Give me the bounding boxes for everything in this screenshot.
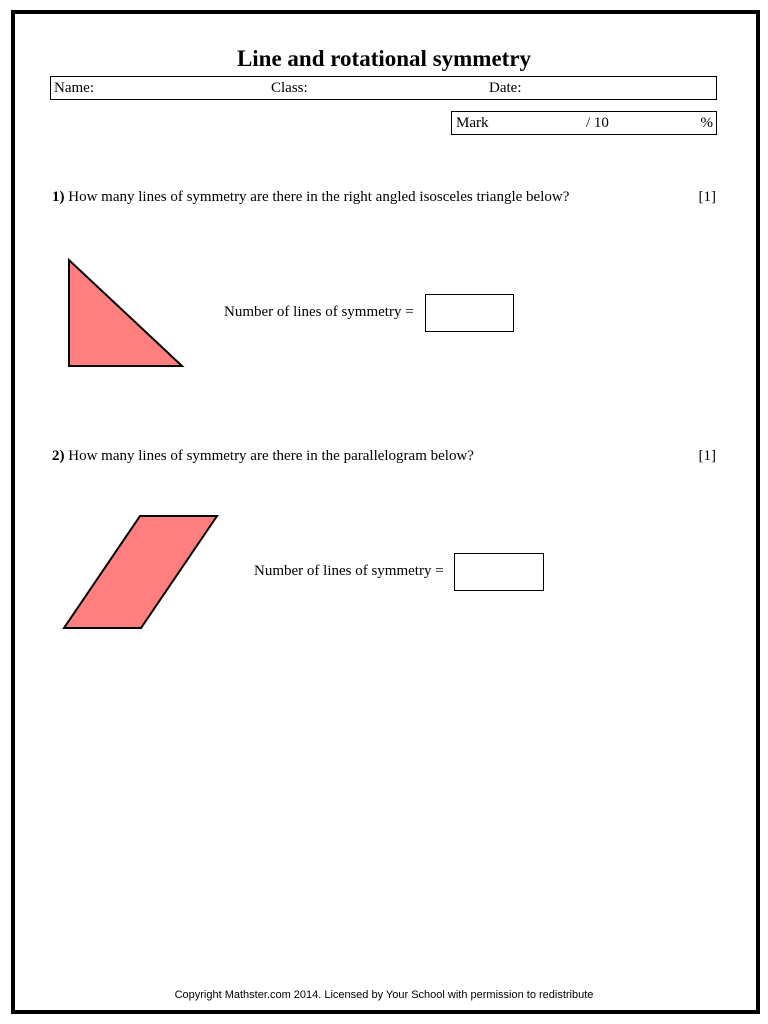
copyright-footer: Copyright Mathster.com 2014. Licensed by Your School with permission to redistribute: [174, 989, 594, 1001]
worksheet-title: Line and rotational symmetry: [236, 46, 532, 71]
name-label: Name:: [54, 80, 94, 96]
question-2-number: 2): [52, 448, 65, 464]
parallelogram-shape: [55, 510, 225, 635]
student-info-box: [50, 76, 717, 100]
parallelogram-polygon: [64, 516, 217, 628]
right-isosceles-triangle-shape: [60, 255, 190, 375]
question-2-marks: [1]: [698, 448, 716, 464]
mark-percent: %: [700, 115, 713, 131]
question-2-answer-box[interactable]: [454, 553, 544, 591]
date-label: Date:: [489, 80, 522, 96]
question-1-answer-box[interactable]: [425, 294, 514, 332]
triangle-polygon: [69, 260, 182, 366]
question-1-answer-label: Number of lines of symmetry =: [224, 304, 414, 320]
question-2: [52, 448, 474, 465]
question-1-text: How many lines of symmetry are there in the right angled isosceles triangle below?: [64, 189, 570, 205]
question-1-marks: [1]: [698, 189, 716, 205]
mark-label: Mark: [456, 115, 489, 131]
question-2-text: How many lines of symmetry are there in the parallelogram below?: [64, 448, 474, 464]
question-1-number: 1): [52, 189, 65, 205]
question-1: [52, 189, 569, 206]
class-label: Class:: [271, 80, 308, 96]
mark-total: / 10: [586, 115, 609, 131]
question-2-answer-label: Number of lines of symmetry =: [254, 563, 444, 579]
mark-box: [451, 111, 717, 135]
